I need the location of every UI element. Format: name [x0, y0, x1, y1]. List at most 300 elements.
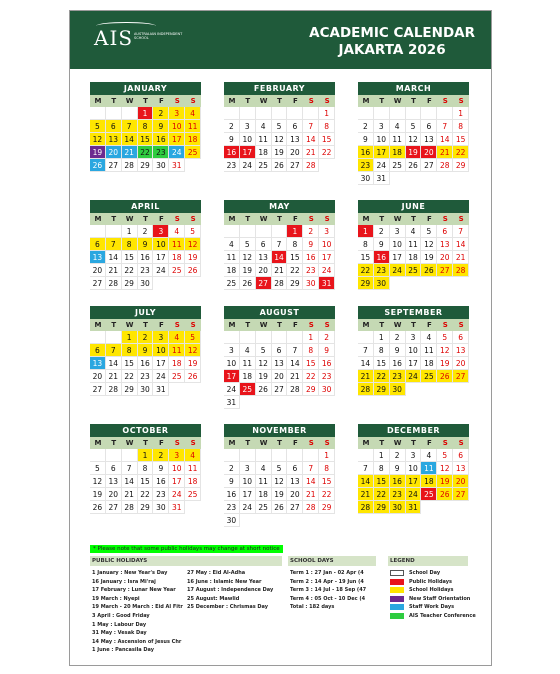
- weekday-header: W: [390, 95, 406, 107]
- day-cell: 7: [303, 120, 319, 133]
- month-july: [90, 306, 201, 396]
- day-cell: 17: [169, 475, 185, 488]
- empty-cell: [90, 225, 106, 238]
- legend-swatch: [390, 596, 404, 602]
- day-cell: 24: [319, 264, 335, 277]
- day-cell: 16: [303, 251, 319, 264]
- day-cell: 18: [421, 357, 437, 370]
- day-cell: 19: [406, 146, 422, 159]
- day-cell: 21: [122, 146, 138, 159]
- weekday-header: M: [90, 319, 106, 331]
- day-cell: 9: [153, 462, 169, 475]
- month-title: JUNE: [358, 200, 469, 213]
- empty-cell: [390, 107, 406, 120]
- day-cell: 25: [169, 370, 185, 383]
- day-cell: 27: [272, 383, 288, 396]
- day-cell: 24: [224, 383, 240, 396]
- month-grid: [90, 95, 201, 172]
- day-cell: 20: [287, 488, 303, 501]
- day-cell: 28: [358, 383, 374, 396]
- day-cell: 22: [138, 488, 154, 501]
- school-days-heading: SCHOOL DAYS: [288, 556, 376, 566]
- day-cell: 19: [272, 146, 288, 159]
- month-grid: [224, 319, 335, 409]
- day-cell: 8: [453, 120, 469, 133]
- day-cell: 30: [138, 383, 154, 396]
- day-cell: 1: [122, 225, 138, 238]
- weekday-header: W: [122, 213, 138, 225]
- public-holiday-item: 27 May : Eid Al-Adha: [187, 570, 246, 576]
- day-cell: 30: [303, 277, 319, 290]
- day-cell: 16: [390, 357, 406, 370]
- day-cell: 16: [374, 251, 390, 264]
- day-cell: 14: [272, 251, 288, 264]
- day-cell: 28: [272, 277, 288, 290]
- month-february: [224, 82, 335, 172]
- day-cell: 2: [374, 225, 390, 238]
- day-cell: 12: [185, 344, 201, 357]
- day-cell: 25: [421, 488, 437, 501]
- weekday-header: S: [437, 213, 453, 225]
- empty-cell: [122, 107, 138, 120]
- day-cell: 2: [390, 449, 406, 462]
- public-holiday-item: 25 December : Chrismas Day: [187, 604, 269, 611]
- day-cell: 8: [374, 344, 390, 357]
- day-cell: 3: [153, 331, 169, 344]
- day-cell: 2: [358, 120, 374, 133]
- day-cell: 27: [106, 159, 122, 172]
- day-cell: 30: [153, 159, 169, 172]
- day-cell: 12: [272, 133, 288, 146]
- day-cell: 4: [256, 462, 272, 475]
- weekday-header: T: [138, 213, 154, 225]
- legend-label: School Holidays: [409, 587, 454, 594]
- day-cell: 22: [319, 146, 335, 159]
- calendar-sheet: [69, 10, 492, 666]
- day-cell: 3: [319, 225, 335, 238]
- day-cell: 28: [303, 159, 319, 172]
- weekday-header: T: [240, 213, 256, 225]
- day-cell: 5: [90, 462, 106, 475]
- weekday-header: T: [138, 95, 154, 107]
- day-cell: 18: [240, 370, 256, 383]
- day-cell: 10: [240, 133, 256, 146]
- month-september: [358, 306, 469, 396]
- day-cell: 7: [122, 462, 138, 475]
- day-cell: 7: [272, 238, 288, 251]
- day-cell: 5: [240, 238, 256, 251]
- day-cell: 28: [106, 277, 122, 290]
- day-cell: 16: [358, 146, 374, 159]
- day-cell: 18: [256, 146, 272, 159]
- day-cell: 12: [185, 238, 201, 251]
- day-cell: 25: [421, 370, 437, 383]
- day-cell: 29: [138, 159, 154, 172]
- weekday-header: T: [272, 95, 288, 107]
- day-cell: 29: [374, 501, 390, 514]
- legend-label: AIS Teacher Conference: [409, 613, 476, 619]
- day-cell: 19: [90, 488, 106, 501]
- empty-cell: [106, 225, 122, 238]
- weekday-header: W: [256, 213, 272, 225]
- day-cell: 26: [256, 383, 272, 396]
- day-cell: 4: [256, 120, 272, 133]
- day-cell: 4: [169, 225, 185, 238]
- empty-cell: [106, 331, 122, 344]
- day-cell: 29: [319, 501, 335, 514]
- day-cell: 22: [138, 146, 154, 159]
- day-cell: 28: [453, 264, 469, 277]
- day-cell: 9: [138, 344, 154, 357]
- day-cell: 31: [169, 501, 185, 514]
- weekday-header: W: [390, 319, 406, 331]
- day-cell: 8: [319, 120, 335, 133]
- weekday-header: F: [153, 95, 169, 107]
- day-cell: 4: [169, 331, 185, 344]
- day-cell: 1: [453, 107, 469, 120]
- weekday-header: M: [358, 437, 374, 449]
- empty-cell: [358, 331, 374, 344]
- public-holiday-item: 3 April : Good Friday: [92, 613, 150, 619]
- empty-cell: [256, 449, 272, 462]
- day-cell: 26: [185, 370, 201, 383]
- weekday-header: S: [319, 213, 335, 225]
- empty-cell: [287, 449, 303, 462]
- weekday-header: S: [319, 95, 335, 107]
- day-cell: 14: [437, 133, 453, 146]
- weekday-header: S: [453, 319, 469, 331]
- weekday-header: S: [453, 437, 469, 449]
- day-cell: 22: [358, 264, 374, 277]
- weekday-header: S: [319, 319, 335, 331]
- day-cell: 14: [303, 475, 319, 488]
- day-cell: 21: [106, 264, 122, 277]
- day-cell: 25: [256, 159, 272, 172]
- day-cell: 26: [90, 501, 106, 514]
- day-cell: 24: [240, 501, 256, 514]
- day-cell: 29: [453, 159, 469, 172]
- day-cell: 20: [421, 146, 437, 159]
- day-cell: 9: [303, 238, 319, 251]
- day-cell: 13: [287, 133, 303, 146]
- month-january: [90, 82, 201, 172]
- day-cell: 6: [90, 344, 106, 357]
- day-cell: 21: [453, 251, 469, 264]
- day-cell: 2: [303, 225, 319, 238]
- public-holiday-item: 16 January : Isra Mi'raj: [92, 578, 156, 585]
- weekday-header: W: [390, 437, 406, 449]
- month-june: [358, 200, 469, 290]
- day-cell: 13: [453, 462, 469, 475]
- day-cell: 17: [169, 133, 185, 146]
- day-cell: 14: [358, 475, 374, 488]
- notice-banner: * Please note that some public holidays may change at short notice: [90, 545, 283, 553]
- public-holiday-item: 31 May : Vesak Day: [92, 630, 147, 637]
- weekday-header: S: [437, 437, 453, 449]
- month-august: [224, 306, 335, 409]
- day-cell: 4: [390, 120, 406, 133]
- day-cell: 29: [287, 277, 303, 290]
- day-cell: 5: [185, 331, 201, 344]
- school-days-item: Term 1 : 27 Jan - 02 Apr (4: [290, 570, 364, 576]
- day-cell: 30: [138, 277, 154, 290]
- day-cell: 20: [453, 475, 469, 488]
- month-grid: [224, 213, 335, 290]
- logo-text: AIS: [94, 26, 134, 50]
- day-cell: 1: [319, 449, 335, 462]
- day-cell: 13: [106, 133, 122, 146]
- day-cell: 31: [224, 396, 240, 409]
- day-cell: 26: [406, 159, 422, 172]
- day-cell: 31: [153, 383, 169, 396]
- day-cell: 2: [138, 331, 154, 344]
- school-logo: [94, 26, 183, 50]
- public-holiday-item: 17 February : Lunar New Year: [92, 587, 176, 594]
- public-holiday-item: 1 January : New Year's Day: [92, 570, 168, 576]
- day-cell: 16: [153, 133, 169, 146]
- weekday-header: M: [224, 319, 240, 331]
- day-cell: 17: [240, 146, 256, 159]
- day-cell: 15: [122, 357, 138, 370]
- day-cell: 17: [224, 370, 240, 383]
- day-cell: 9: [224, 475, 240, 488]
- header-banner: [70, 11, 491, 69]
- empty-cell: [272, 331, 288, 344]
- month-grid: [90, 213, 201, 290]
- day-cell: 15: [122, 251, 138, 264]
- empty-cell: [287, 331, 303, 344]
- day-cell: 8: [138, 120, 154, 133]
- day-cell: 12: [406, 133, 422, 146]
- weekday-header: S: [169, 95, 185, 107]
- day-cell: 8: [374, 462, 390, 475]
- weekday-header: T: [406, 213, 422, 225]
- day-cell: 7: [358, 462, 374, 475]
- day-cell: 6: [106, 462, 122, 475]
- page-title: [309, 25, 475, 59]
- public-holiday-item: 1 May : Labour Day: [92, 621, 147, 628]
- day-cell: 25: [185, 146, 201, 159]
- day-cell: 12: [240, 251, 256, 264]
- empty-cell: [358, 449, 374, 462]
- weekday-header: F: [287, 437, 303, 449]
- day-cell: 3: [374, 120, 390, 133]
- day-cell: 29: [358, 277, 374, 290]
- day-cell: 11: [169, 344, 185, 357]
- month-title: OCTOBER: [90, 424, 201, 437]
- day-cell: 20: [256, 264, 272, 277]
- day-cell: 16: [138, 357, 154, 370]
- day-cell: 27: [453, 488, 469, 501]
- day-cell: 11: [169, 238, 185, 251]
- day-cell: 2: [153, 107, 169, 120]
- day-cell: 24: [169, 146, 185, 159]
- day-cell: 30: [319, 383, 335, 396]
- day-cell: 19: [90, 146, 106, 159]
- weekday-header: F: [421, 437, 437, 449]
- empty-cell: [90, 331, 106, 344]
- weekday-header: W: [122, 319, 138, 331]
- day-cell: 16: [319, 357, 335, 370]
- legend-label: Public Holidays: [409, 578, 453, 585]
- day-cell: 14: [106, 357, 122, 370]
- day-cell: 10: [319, 238, 335, 251]
- day-cell: 21: [358, 488, 374, 501]
- weekday-header: S: [185, 319, 201, 331]
- day-cell: 28: [303, 501, 319, 514]
- weekday-header: T: [406, 95, 422, 107]
- weekday-header: S: [169, 437, 185, 449]
- day-cell: 3: [169, 107, 185, 120]
- day-cell: 18: [390, 146, 406, 159]
- day-cell: 9: [358, 133, 374, 146]
- day-cell: 30: [358, 172, 374, 185]
- day-cell: 26: [437, 370, 453, 383]
- legend-heading: LEGEND: [388, 556, 468, 566]
- day-cell: 19: [256, 370, 272, 383]
- day-cell: 24: [153, 264, 169, 277]
- day-cell: 2: [224, 462, 240, 475]
- public-holiday-item: 1 June : Pancasila Day: [92, 647, 155, 654]
- day-cell: 1: [374, 449, 390, 462]
- weekday-header: M: [90, 95, 106, 107]
- day-cell: 10: [390, 238, 406, 251]
- day-cell: 6: [287, 120, 303, 133]
- day-cell: 25: [406, 264, 422, 277]
- day-cell: 7: [358, 344, 374, 357]
- public-holiday-item: 19 March : Nyepi: [92, 595, 140, 602]
- day-cell: 5: [437, 449, 453, 462]
- month-title: APRIL: [90, 200, 201, 213]
- month-title: MARCH: [358, 82, 469, 95]
- day-cell: 7: [106, 344, 122, 357]
- day-cell: 21: [272, 264, 288, 277]
- day-cell: 5: [90, 120, 106, 133]
- day-cell: 14: [287, 357, 303, 370]
- day-cell: 28: [358, 501, 374, 514]
- month-grid: [358, 95, 469, 185]
- day-cell: 23: [224, 159, 240, 172]
- day-cell: 9: [374, 238, 390, 251]
- public-holiday-item: 17 August : Independence Day: [187, 587, 274, 594]
- day-cell: 6: [453, 449, 469, 462]
- day-cell: 10: [406, 462, 422, 475]
- day-cell: 2: [390, 331, 406, 344]
- empty-cell: [421, 107, 437, 120]
- day-cell: 7: [453, 225, 469, 238]
- weekday-header: W: [390, 213, 406, 225]
- day-cell: 26: [185, 264, 201, 277]
- day-cell: 20: [272, 370, 288, 383]
- day-cell: 15: [319, 133, 335, 146]
- day-cell: 19: [185, 357, 201, 370]
- day-cell: 14: [303, 133, 319, 146]
- day-cell: 7: [122, 120, 138, 133]
- weekday-header: F: [421, 95, 437, 107]
- day-cell: 22: [319, 488, 335, 501]
- day-cell: 3: [224, 344, 240, 357]
- day-cell: 10: [374, 133, 390, 146]
- day-cell: 31: [319, 277, 335, 290]
- empty-cell: [272, 449, 288, 462]
- day-cell: 16: [138, 251, 154, 264]
- legend-label: New Staff Orientation: [409, 595, 471, 602]
- day-cell: 7: [437, 120, 453, 133]
- day-cell: 6: [437, 225, 453, 238]
- legend-swatch: [390, 613, 404, 619]
- empty-cell: [240, 449, 256, 462]
- day-cell: 25: [224, 277, 240, 290]
- day-cell: 20: [90, 264, 106, 277]
- empty-cell: [303, 107, 319, 120]
- day-cell: 4: [185, 107, 201, 120]
- day-cell: 29: [374, 383, 390, 396]
- day-cell: 8: [122, 238, 138, 251]
- day-cell: 25: [390, 159, 406, 172]
- day-cell: 15: [374, 475, 390, 488]
- day-cell: 16: [153, 475, 169, 488]
- weekday-header: M: [224, 437, 240, 449]
- day-cell: 15: [358, 251, 374, 264]
- day-cell: 29: [303, 383, 319, 396]
- month-title: DECEMBER: [358, 424, 469, 437]
- weekday-header: S: [169, 319, 185, 331]
- day-cell: 9: [153, 120, 169, 133]
- public-holiday-item: 16 June : Islamic New Year: [187, 578, 262, 585]
- empty-cell: [256, 225, 272, 238]
- month-grid: [224, 95, 335, 172]
- day-cell: 6: [90, 238, 106, 251]
- day-cell: 4: [240, 344, 256, 357]
- day-cell: 4: [185, 449, 201, 462]
- weekday-header: T: [138, 319, 154, 331]
- weekday-header: S: [437, 319, 453, 331]
- weekday-header: S: [437, 95, 453, 107]
- weekday-header: S: [303, 437, 319, 449]
- day-cell: 5: [437, 331, 453, 344]
- school-days-item: Term 3 : 14 Jul - 18 Sep (47: [290, 587, 367, 594]
- day-cell: 1: [138, 449, 154, 462]
- month-grid: [90, 437, 201, 514]
- weekday-header: F: [287, 95, 303, 107]
- day-cell: 20: [453, 357, 469, 370]
- day-cell: 31: [169, 159, 185, 172]
- day-cell: 30: [153, 501, 169, 514]
- day-cell: 30: [390, 383, 406, 396]
- day-cell: 1: [303, 331, 319, 344]
- empty-cell: [122, 449, 138, 462]
- day-cell: 6: [287, 462, 303, 475]
- day-cell: 19: [437, 475, 453, 488]
- day-cell: 4: [421, 449, 437, 462]
- day-cell: 11: [185, 462, 201, 475]
- weekday-header: F: [421, 213, 437, 225]
- public-holidays-heading: PUBLIC HOLIDAYS: [90, 556, 282, 566]
- day-cell: 21: [106, 370, 122, 383]
- day-cell: 14: [122, 475, 138, 488]
- day-cell: 13: [256, 251, 272, 264]
- day-cell: 23: [138, 264, 154, 277]
- day-cell: 17: [319, 251, 335, 264]
- day-cell: 21: [303, 146, 319, 159]
- day-cell: 9: [224, 133, 240, 146]
- day-cell: 3: [169, 449, 185, 462]
- weekday-header: M: [90, 213, 106, 225]
- day-cell: 23: [390, 488, 406, 501]
- day-cell: 23: [303, 264, 319, 277]
- month-title: JANUARY: [90, 82, 201, 95]
- day-cell: 18: [421, 475, 437, 488]
